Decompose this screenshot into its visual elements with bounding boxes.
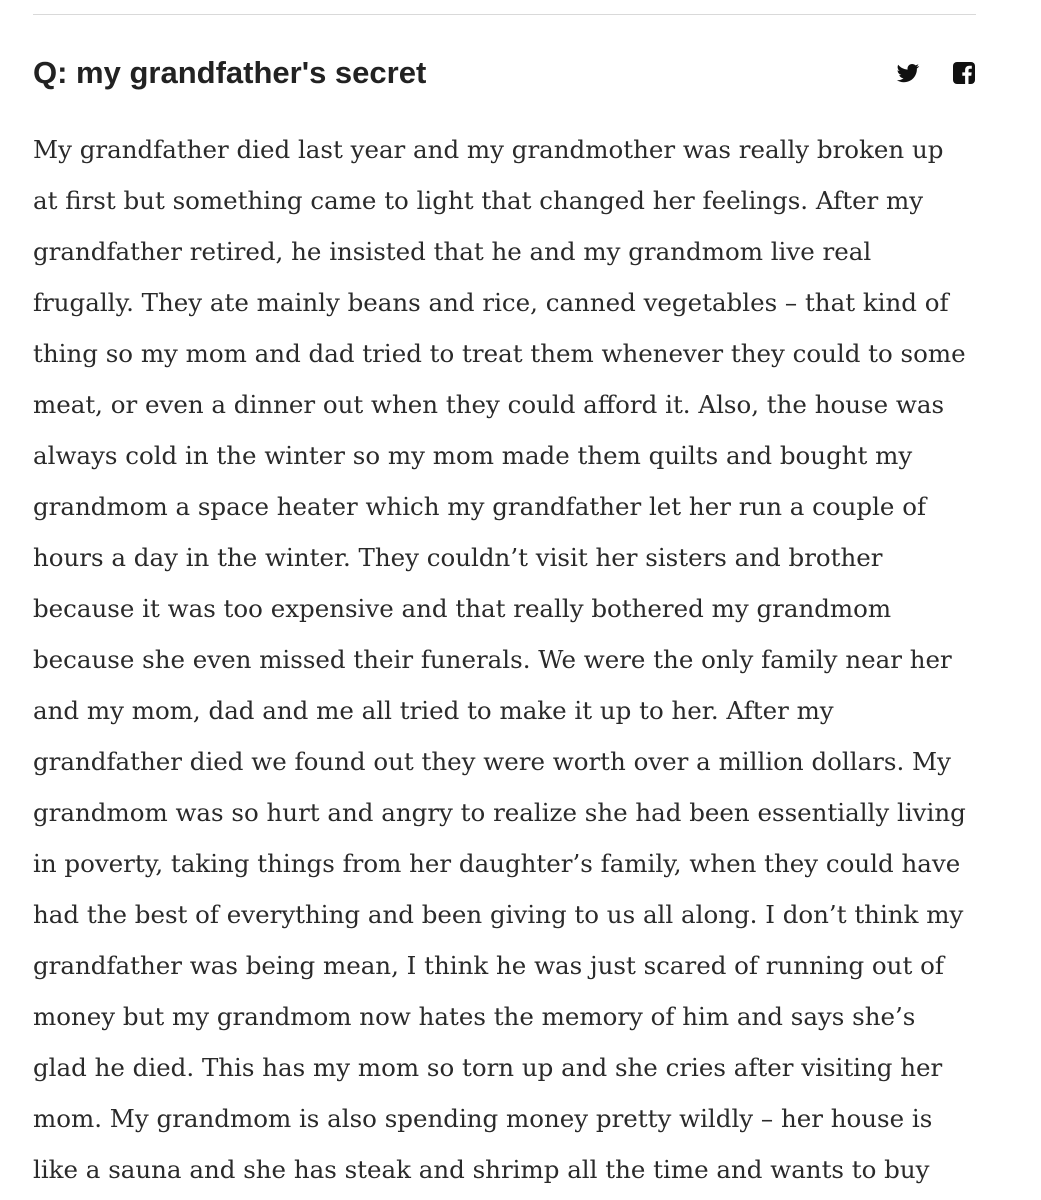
body-line: because she even missed their funerals. We were the only family near her (33, 645, 952, 674)
facebook-share-button[interactable] (952, 61, 976, 85)
share-tools (864, 60, 976, 86)
body-line: meat, or even a dinner out when they could afford it. Also, the house was (33, 390, 945, 419)
body-line: mom. My grandmom is also spending money pretty wildly – her house is (33, 1104, 933, 1133)
body-line: My grandfather died last year and my grandmother was really broken up (33, 135, 944, 164)
twitter-icon (896, 61, 920, 85)
facebook-icon (952, 61, 976, 85)
body-line: had the best of everything and been giving to us all along. I don’t think my (33, 900, 964, 929)
twitter-share-button[interactable] (896, 61, 920, 85)
body-line: always cold in the winter so my mom made them quilts and bought my (33, 441, 913, 470)
body-line: because it was too expensive and that really bothered my grandmom (33, 594, 892, 623)
top-divider (33, 14, 976, 15)
body-line: frugally. They ate mainly beans and rice, canned vegetables – that kind of (33, 288, 949, 317)
body-line: like a sauna and she has steak and shrimp all the time and wants to buy (33, 1155, 930, 1184)
question-body (33, 124, 983, 1195)
body-line: at first but something came to light that changed her feelings. After my (33, 186, 924, 215)
body-line: grandfather was being mean, I think he was just scared of running out of (33, 951, 944, 980)
body-line: and my mom, dad and me all tried to make it up to her. After my (33, 696, 834, 725)
question-header (33, 50, 976, 96)
body-line: in poverty, taking things from her daughter’s family, when they could have (33, 849, 961, 878)
body-line: grandmom a space heater which my grandfather let her run a couple of (33, 492, 927, 521)
question-title: Q: my grandfather's secret (33, 55, 427, 90)
body-line: money but my grandmom now hates the memory of him and says she’s (33, 1002, 916, 1031)
body-line: glad he died. This has my mom so torn up and she cries after visiting her (33, 1053, 943, 1082)
body-line: thing so my mom and dad tried to treat them whenever they could to some (33, 339, 966, 368)
body-line: hours a day in the winter. They couldn’t visit her sisters and brother (33, 543, 883, 572)
body-line: grandmom was so hurt and angry to realize she had been essentially living (33, 798, 966, 827)
body-line: grandfather retired, he insisted that he and my grandmom live real (33, 237, 872, 266)
body-line: grandfather died we found out they were worth over a million dollars. My (33, 747, 951, 776)
